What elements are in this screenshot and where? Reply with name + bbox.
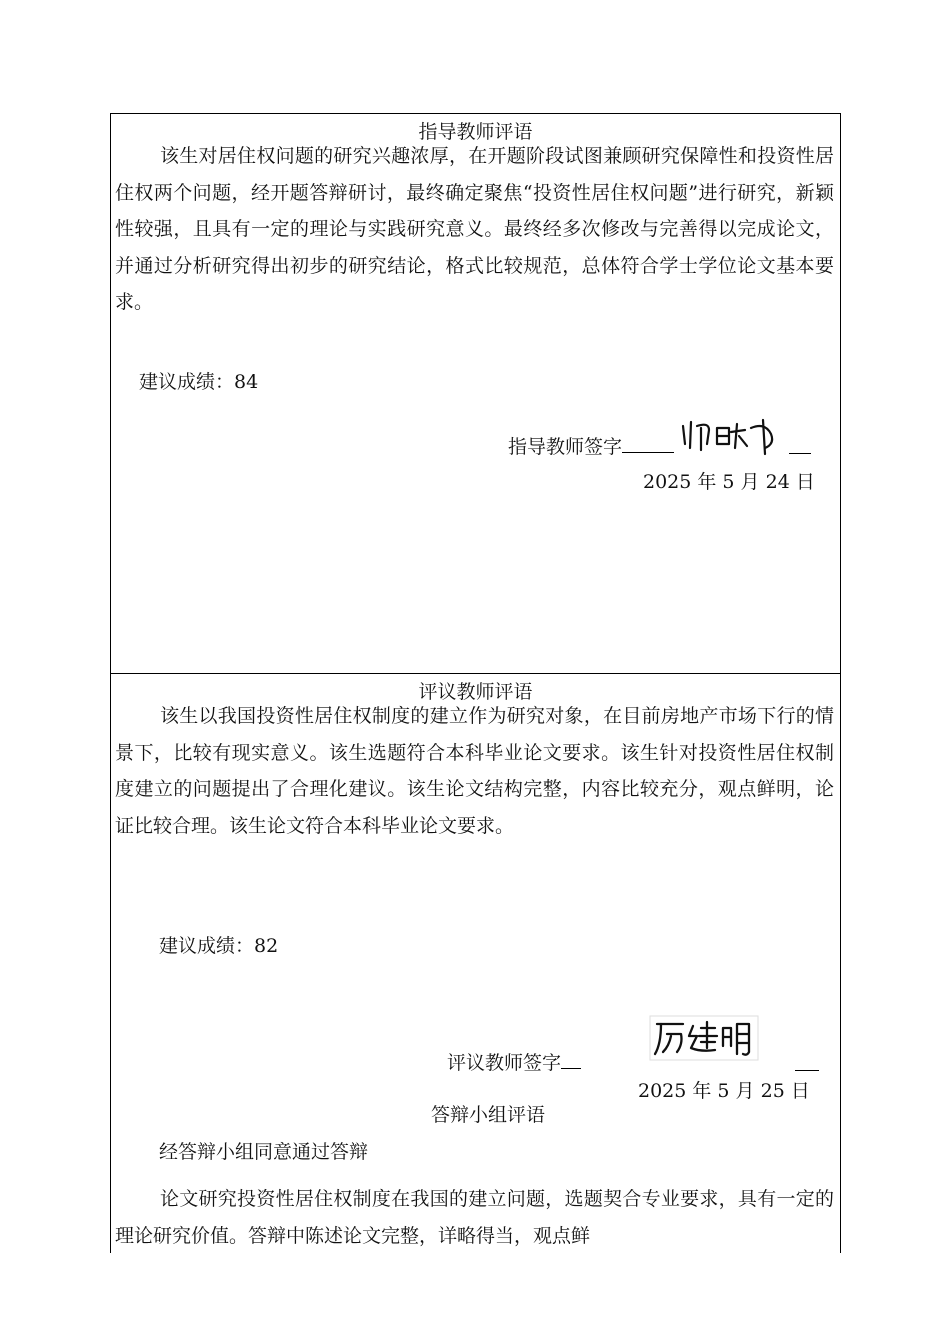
advisor-comment-cell — [110, 113, 841, 674]
advisor-signature-trailing-underline — [789, 453, 811, 454]
advisor-grade: 建议成绩：84 — [139, 371, 259, 393]
reviewer-signature-label: 评议教师签字 — [447, 1052, 562, 1074]
advisor-date: 2025 年 5 月 24 日 — [643, 471, 815, 493]
advisor-section-title: 指导教师评语 — [418, 121, 533, 143]
advisor-signature-label: 指导教师签字 — [508, 436, 623, 458]
reviewer-signature-underline — [561, 1049, 581, 1069]
advisor-signature-row — [508, 432, 674, 459]
defense-section-title: 答辩小组评语 — [431, 1104, 546, 1126]
reviewer-comment-text: 该生以我国投资性居住权制度的建立作为研究对象，在目前房地产市场下行的情景下，比较有现实意义。该生选题符合本科毕业论文要求。该生针对投资性居住权制度建立的问题提出了合理化建议。该生论文结构完整，内容比较充分，观点鲜明，论证比较合理。该生论文符合本科毕业论文要求。 — [115, 705, 834, 837]
advisor-comment-text: 该生对居住权问题的研究兴趣浓厚，在开题阶段试图兼顾研究保障性和投资性居住权两个问题，经开题答辩研讨，最终确定聚焦“投资性居住权问题”进行研究，新颖性较强，且具有一定的理论与实践研究意义。最终经多次修改与完善得以完成论文，并通过分析研究得出初步的研究结论，格式比较规范，总体符合学士学位论文基本要求。 — [115, 145, 834, 313]
reviewer-date: 2025 年 5 月 25 日 — [638, 1080, 810, 1102]
reviewer-section-title: 评议教师评语 — [418, 681, 533, 703]
reviewer-grade: 建议成绩：82 — [159, 935, 279, 957]
defense-comment-text: 论文研究投资性居住权制度在我国的建立问题，选题契合专业要求，具有一定的理论研究价值。答辩中陈述论文完整，详略得当，观点鲜 — [115, 1188, 834, 1247]
advisor-signature-image — [679, 414, 809, 462]
advisor-signature-underline — [622, 433, 674, 453]
reviewer-signature-row — [447, 1048, 581, 1075]
defense-approval-text: 经答辩小组同意通过答辩 — [159, 1141, 369, 1163]
reviewer-comment-cell — [110, 673, 841, 1253]
reviewer-signature-image — [649, 1014, 761, 1064]
reviewer-signature-trailing-underline — [795, 1070, 819, 1071]
